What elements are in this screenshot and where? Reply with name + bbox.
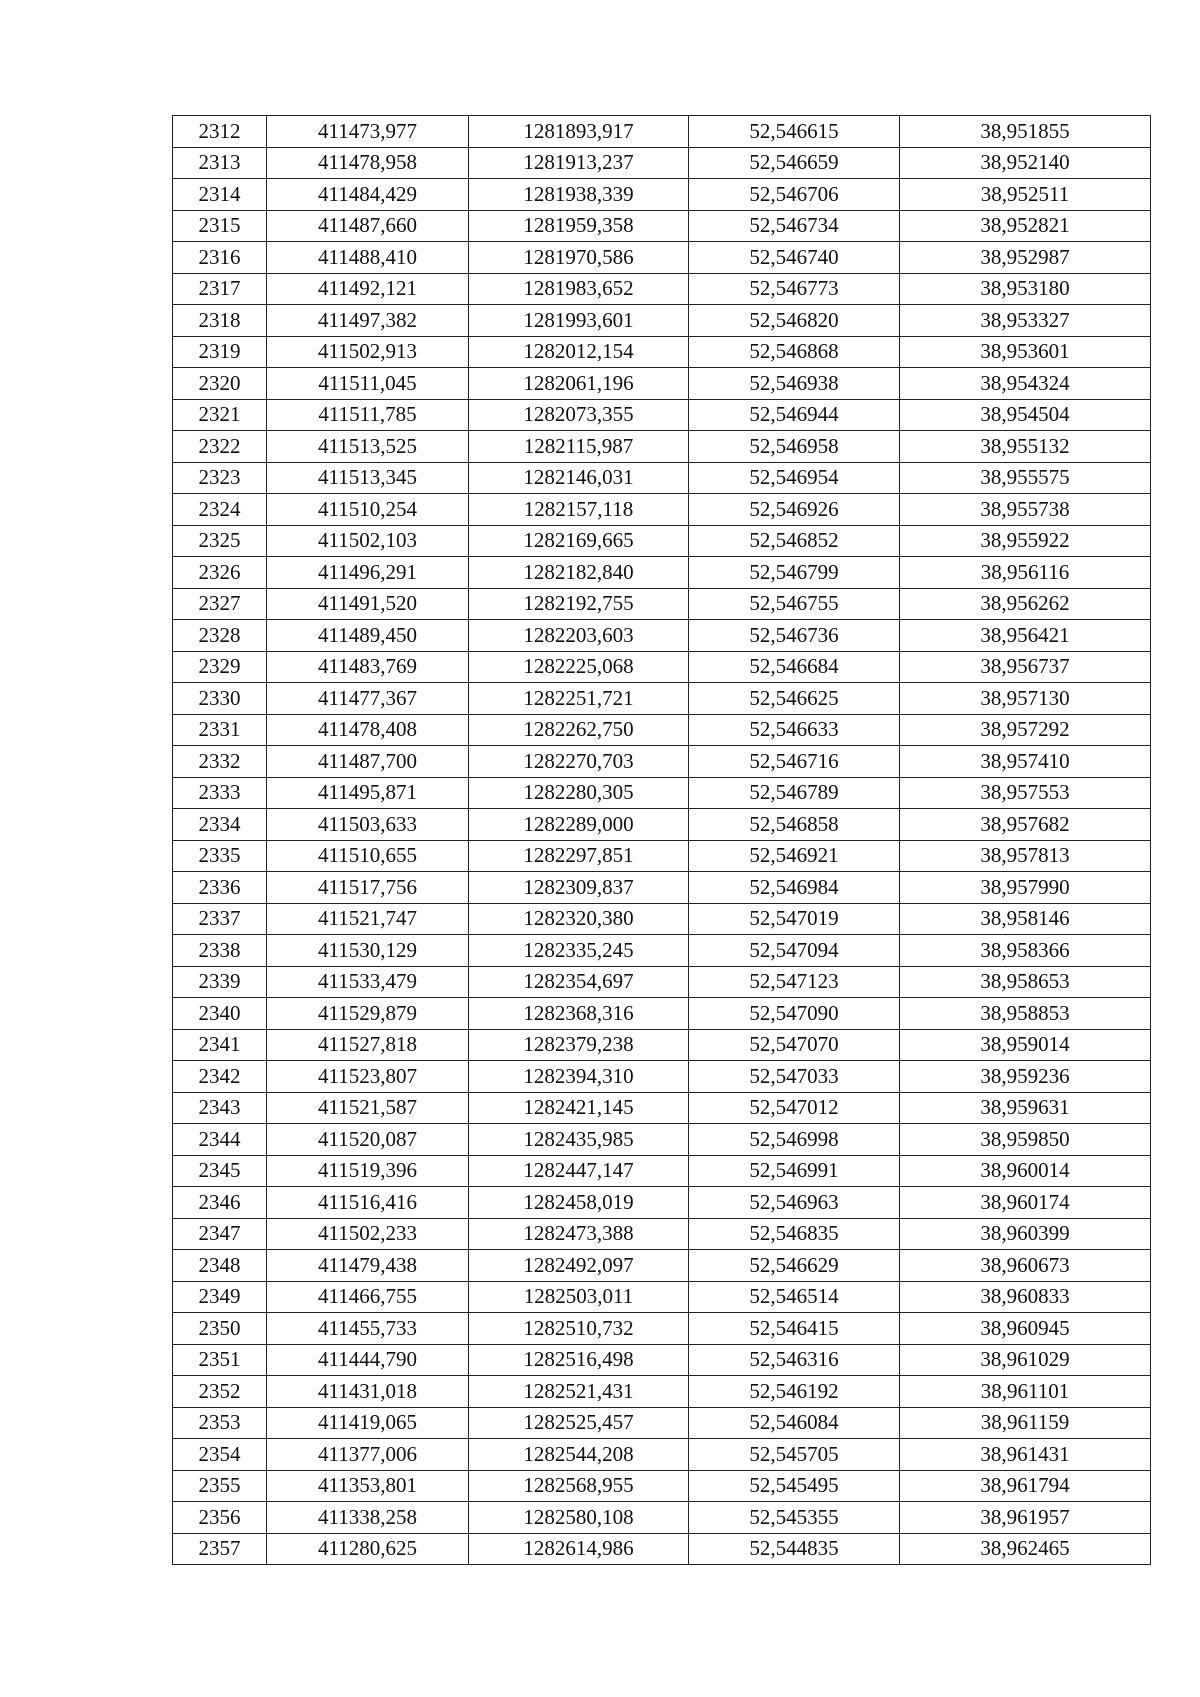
point-number-cell: 2353 xyxy=(173,1407,267,1439)
point-number-cell: 2342 xyxy=(173,1061,267,1093)
point-number-cell: 2318 xyxy=(173,305,267,337)
table-row xyxy=(173,147,1151,179)
longitude-cell: 38,959014 xyxy=(900,1029,1151,1061)
longitude-cell: 38,952140 xyxy=(900,147,1151,179)
x-coordinate-cell: 411487,700 xyxy=(267,746,469,778)
x-coordinate-cell: 411455,733 xyxy=(267,1313,469,1345)
point-number-cell: 2320 xyxy=(173,368,267,400)
table-row xyxy=(173,840,1151,872)
x-coordinate-cell: 411529,879 xyxy=(267,998,469,1030)
x-coordinate-cell: 411484,429 xyxy=(267,179,469,211)
longitude-cell: 38,960174 xyxy=(900,1187,1151,1219)
y-coordinate-cell: 1282568,955 xyxy=(469,1470,689,1502)
point-number-cell: 2327 xyxy=(173,588,267,620)
x-coordinate-cell: 411502,103 xyxy=(267,525,469,557)
y-coordinate-cell: 1282473,388 xyxy=(469,1218,689,1250)
y-coordinate-cell: 1281993,601 xyxy=(469,305,689,337)
latitude-cell: 52,547019 xyxy=(689,903,900,935)
x-coordinate-cell: 411338,258 xyxy=(267,1502,469,1534)
latitude-cell: 52,546984 xyxy=(689,872,900,904)
y-coordinate-cell: 1282270,703 xyxy=(469,746,689,778)
x-coordinate-cell: 411431,018 xyxy=(267,1376,469,1408)
point-number-cell: 2330 xyxy=(173,683,267,715)
table-row xyxy=(173,525,1151,557)
point-number-cell: 2322 xyxy=(173,431,267,463)
table-row xyxy=(173,1250,1151,1282)
point-number-cell: 2349 xyxy=(173,1281,267,1313)
table-row xyxy=(173,1470,1151,1502)
latitude-cell: 52,546514 xyxy=(689,1281,900,1313)
table-row xyxy=(173,746,1151,778)
latitude-cell: 52,546944 xyxy=(689,399,900,431)
y-coordinate-cell: 1282525,457 xyxy=(469,1407,689,1439)
longitude-cell: 38,951855 xyxy=(900,116,1151,148)
x-coordinate-cell: 411513,525 xyxy=(267,431,469,463)
y-coordinate-cell: 1282061,196 xyxy=(469,368,689,400)
table-row xyxy=(173,179,1151,211)
point-number-cell: 2350 xyxy=(173,1313,267,1345)
x-coordinate-cell: 411521,587 xyxy=(267,1092,469,1124)
longitude-cell: 38,956737 xyxy=(900,651,1151,683)
table-row xyxy=(173,1376,1151,1408)
latitude-cell: 52,546755 xyxy=(689,588,900,620)
x-coordinate-cell: 411377,006 xyxy=(267,1439,469,1471)
point-number-cell: 2332 xyxy=(173,746,267,778)
y-coordinate-cell: 1282225,068 xyxy=(469,651,689,683)
point-number-cell: 2338 xyxy=(173,935,267,967)
table-row xyxy=(173,777,1151,809)
table-row xyxy=(173,966,1151,998)
table-row xyxy=(173,399,1151,431)
latitude-cell: 52,546958 xyxy=(689,431,900,463)
table-row xyxy=(173,1281,1151,1313)
longitude-cell: 38,959236 xyxy=(900,1061,1151,1093)
point-number-cell: 2315 xyxy=(173,210,267,242)
latitude-cell: 52,546799 xyxy=(689,557,900,589)
latitude-cell: 52,545705 xyxy=(689,1439,900,1471)
latitude-cell: 52,545355 xyxy=(689,1502,900,1534)
y-coordinate-cell: 1281938,339 xyxy=(469,179,689,211)
longitude-cell: 38,960673 xyxy=(900,1250,1151,1282)
y-coordinate-cell: 1282421,145 xyxy=(469,1092,689,1124)
x-coordinate-cell: 411496,291 xyxy=(267,557,469,589)
y-coordinate-cell: 1282354,697 xyxy=(469,966,689,998)
latitude-cell: 52,546659 xyxy=(689,147,900,179)
x-coordinate-cell: 411497,382 xyxy=(267,305,469,337)
latitude-cell: 52,546684 xyxy=(689,651,900,683)
longitude-cell: 38,958366 xyxy=(900,935,1151,967)
table-row xyxy=(173,714,1151,746)
longitude-cell: 38,958146 xyxy=(900,903,1151,935)
x-coordinate-cell: 411479,438 xyxy=(267,1250,469,1282)
longitude-cell: 38,961957 xyxy=(900,1502,1151,1534)
longitude-cell: 38,957682 xyxy=(900,809,1151,841)
y-coordinate-cell: 1281913,237 xyxy=(469,147,689,179)
latitude-cell: 52,546991 xyxy=(689,1155,900,1187)
latitude-cell: 52,546706 xyxy=(689,179,900,211)
table-row xyxy=(173,809,1151,841)
y-coordinate-cell: 1282280,305 xyxy=(469,777,689,809)
y-coordinate-cell: 1281959,358 xyxy=(469,210,689,242)
point-number-cell: 2354 xyxy=(173,1439,267,1471)
y-coordinate-cell: 1282447,147 xyxy=(469,1155,689,1187)
latitude-cell: 52,546858 xyxy=(689,809,900,841)
y-coordinate-cell: 1282146,031 xyxy=(469,462,689,494)
table-row xyxy=(173,557,1151,589)
x-coordinate-cell: 411473,977 xyxy=(267,116,469,148)
point-number-cell: 2316 xyxy=(173,242,267,274)
y-coordinate-cell: 1282297,851 xyxy=(469,840,689,872)
table-row xyxy=(173,1061,1151,1093)
table-row xyxy=(173,1187,1151,1219)
y-coordinate-cell: 1281893,917 xyxy=(469,116,689,148)
longitude-cell: 38,953180 xyxy=(900,273,1151,305)
x-coordinate-cell: 411478,958 xyxy=(267,147,469,179)
longitude-cell: 38,955738 xyxy=(900,494,1151,526)
table-row xyxy=(173,368,1151,400)
point-number-cell: 2343 xyxy=(173,1092,267,1124)
longitude-cell: 38,960014 xyxy=(900,1155,1151,1187)
table-row xyxy=(173,683,1151,715)
latitude-cell: 52,547094 xyxy=(689,935,900,967)
x-coordinate-cell: 411510,655 xyxy=(267,840,469,872)
table-row xyxy=(173,242,1151,274)
y-coordinate-cell: 1282251,721 xyxy=(469,683,689,715)
x-coordinate-cell: 411488,410 xyxy=(267,242,469,274)
point-number-cell: 2313 xyxy=(173,147,267,179)
longitude-cell: 38,957130 xyxy=(900,683,1151,715)
table-row xyxy=(173,903,1151,935)
y-coordinate-cell: 1282309,837 xyxy=(469,872,689,904)
table-row xyxy=(173,1407,1151,1439)
x-coordinate-cell: 411280,625 xyxy=(267,1533,469,1565)
latitude-cell: 52,546921 xyxy=(689,840,900,872)
latitude-cell: 52,545495 xyxy=(689,1470,900,1502)
point-number-cell: 2352 xyxy=(173,1376,267,1408)
y-coordinate-cell: 1282503,011 xyxy=(469,1281,689,1313)
x-coordinate-cell: 411516,416 xyxy=(267,1187,469,1219)
table-row xyxy=(173,1092,1151,1124)
point-number-cell: 2333 xyxy=(173,777,267,809)
x-coordinate-cell: 411513,345 xyxy=(267,462,469,494)
x-coordinate-cell: 411491,520 xyxy=(267,588,469,620)
longitude-cell: 38,961101 xyxy=(900,1376,1151,1408)
table-row xyxy=(173,116,1151,148)
point-number-cell: 2344 xyxy=(173,1124,267,1156)
longitude-cell: 38,961029 xyxy=(900,1344,1151,1376)
table-row xyxy=(173,1344,1151,1376)
longitude-cell: 38,953327 xyxy=(900,305,1151,337)
table-row xyxy=(173,620,1151,652)
latitude-cell: 52,546736 xyxy=(689,620,900,652)
latitude-cell: 52,546192 xyxy=(689,1376,900,1408)
x-coordinate-cell: 411502,913 xyxy=(267,336,469,368)
y-coordinate-cell: 1282289,000 xyxy=(469,809,689,841)
x-coordinate-cell: 411520,087 xyxy=(267,1124,469,1156)
x-coordinate-cell: 411477,367 xyxy=(267,683,469,715)
latitude-cell: 52,546938 xyxy=(689,368,900,400)
point-number-cell: 2314 xyxy=(173,179,267,211)
longitude-cell: 38,959850 xyxy=(900,1124,1151,1156)
latitude-cell: 52,546633 xyxy=(689,714,900,746)
x-coordinate-cell: 411444,790 xyxy=(267,1344,469,1376)
point-number-cell: 2323 xyxy=(173,462,267,494)
x-coordinate-cell: 411487,660 xyxy=(267,210,469,242)
x-coordinate-cell: 411502,233 xyxy=(267,1218,469,1250)
x-coordinate-cell: 411483,769 xyxy=(267,651,469,683)
y-coordinate-cell: 1282516,498 xyxy=(469,1344,689,1376)
y-coordinate-cell: 1282379,238 xyxy=(469,1029,689,1061)
longitude-cell: 38,954504 xyxy=(900,399,1151,431)
y-coordinate-cell: 1282203,603 xyxy=(469,620,689,652)
x-coordinate-cell: 411530,129 xyxy=(267,935,469,967)
y-coordinate-cell: 1282544,208 xyxy=(469,1439,689,1471)
point-number-cell: 2334 xyxy=(173,809,267,841)
table-row xyxy=(173,273,1151,305)
point-number-cell: 2325 xyxy=(173,525,267,557)
y-coordinate-cell: 1281970,586 xyxy=(469,242,689,274)
longitude-cell: 38,956262 xyxy=(900,588,1151,620)
longitude-cell: 38,955922 xyxy=(900,525,1151,557)
point-number-cell: 2335 xyxy=(173,840,267,872)
table-row xyxy=(173,462,1151,494)
y-coordinate-cell: 1282012,154 xyxy=(469,336,689,368)
point-number-cell: 2351 xyxy=(173,1344,267,1376)
latitude-cell: 52,547090 xyxy=(689,998,900,1030)
longitude-cell: 38,952511 xyxy=(900,179,1151,211)
longitude-cell: 38,956116 xyxy=(900,557,1151,589)
longitude-cell: 38,961794 xyxy=(900,1470,1151,1502)
latitude-cell: 52,546963 xyxy=(689,1187,900,1219)
table-row xyxy=(173,305,1151,337)
table-row xyxy=(173,872,1151,904)
point-number-cell: 2328 xyxy=(173,620,267,652)
table-row xyxy=(173,1502,1151,1534)
latitude-cell: 52,547033 xyxy=(689,1061,900,1093)
latitude-cell: 52,546835 xyxy=(689,1218,900,1250)
y-coordinate-cell: 1282169,665 xyxy=(469,525,689,557)
point-number-cell: 2339 xyxy=(173,966,267,998)
latitude-cell: 52,544835 xyxy=(689,1533,900,1565)
point-number-cell: 2336 xyxy=(173,872,267,904)
y-coordinate-cell: 1282458,019 xyxy=(469,1187,689,1219)
latitude-cell: 52,547070 xyxy=(689,1029,900,1061)
x-coordinate-cell: 411353,801 xyxy=(267,1470,469,1502)
latitude-cell: 52,546716 xyxy=(689,746,900,778)
y-coordinate-cell: 1282182,840 xyxy=(469,557,689,589)
x-coordinate-cell: 411521,747 xyxy=(267,903,469,935)
latitude-cell: 52,546954 xyxy=(689,462,900,494)
latitude-cell: 52,546734 xyxy=(689,210,900,242)
point-number-cell: 2347 xyxy=(173,1218,267,1250)
longitude-cell: 38,961431 xyxy=(900,1439,1151,1471)
table-row xyxy=(173,1313,1151,1345)
longitude-cell: 38,960945 xyxy=(900,1313,1151,1345)
x-coordinate-cell: 411478,408 xyxy=(267,714,469,746)
table-row xyxy=(173,210,1151,242)
latitude-cell: 52,546415 xyxy=(689,1313,900,1345)
longitude-cell: 38,952987 xyxy=(900,242,1151,274)
y-coordinate-cell: 1282614,986 xyxy=(469,1533,689,1565)
latitude-cell: 52,546852 xyxy=(689,525,900,557)
y-coordinate-cell: 1282157,118 xyxy=(469,494,689,526)
y-coordinate-cell: 1282262,750 xyxy=(469,714,689,746)
point-number-cell: 2317 xyxy=(173,273,267,305)
longitude-cell: 38,958653 xyxy=(900,966,1151,998)
longitude-cell: 38,962465 xyxy=(900,1533,1151,1565)
y-coordinate-cell: 1282192,755 xyxy=(469,588,689,620)
x-coordinate-cell: 411492,121 xyxy=(267,273,469,305)
x-coordinate-cell: 411517,756 xyxy=(267,872,469,904)
point-number-cell: 2321 xyxy=(173,399,267,431)
x-coordinate-cell: 411511,785 xyxy=(267,399,469,431)
point-number-cell: 2312 xyxy=(173,116,267,148)
table-row xyxy=(173,1533,1151,1565)
point-number-cell: 2329 xyxy=(173,651,267,683)
point-number-cell: 2355 xyxy=(173,1470,267,1502)
x-coordinate-cell: 411523,807 xyxy=(267,1061,469,1093)
table-row xyxy=(173,935,1151,967)
longitude-cell: 38,959631 xyxy=(900,1092,1151,1124)
latitude-cell: 52,546868 xyxy=(689,336,900,368)
latitude-cell: 52,546773 xyxy=(689,273,900,305)
latitude-cell: 52,546820 xyxy=(689,305,900,337)
longitude-cell: 38,956421 xyxy=(900,620,1151,652)
point-number-cell: 2340 xyxy=(173,998,267,1030)
latitude-cell: 52,547123 xyxy=(689,966,900,998)
y-coordinate-cell: 1282492,097 xyxy=(469,1250,689,1282)
coordinates-table xyxy=(172,115,1151,1565)
longitude-cell: 38,960833 xyxy=(900,1281,1151,1313)
longitude-cell: 38,957292 xyxy=(900,714,1151,746)
table-row xyxy=(173,1439,1151,1471)
y-coordinate-cell: 1282435,985 xyxy=(469,1124,689,1156)
longitude-cell: 38,957553 xyxy=(900,777,1151,809)
y-coordinate-cell: 1282320,380 xyxy=(469,903,689,935)
table-row xyxy=(173,998,1151,1030)
y-coordinate-cell: 1282073,355 xyxy=(469,399,689,431)
longitude-cell: 38,952821 xyxy=(900,210,1151,242)
table-row xyxy=(173,1218,1151,1250)
latitude-cell: 52,546084 xyxy=(689,1407,900,1439)
y-coordinate-cell: 1281983,652 xyxy=(469,273,689,305)
table-row xyxy=(173,1029,1151,1061)
coordinates-table-body xyxy=(173,116,1151,1565)
y-coordinate-cell: 1282335,245 xyxy=(469,935,689,967)
x-coordinate-cell: 411495,871 xyxy=(267,777,469,809)
x-coordinate-cell: 411419,065 xyxy=(267,1407,469,1439)
point-number-cell: 2326 xyxy=(173,557,267,589)
table-row xyxy=(173,1155,1151,1187)
point-number-cell: 2324 xyxy=(173,494,267,526)
longitude-cell: 38,958853 xyxy=(900,998,1151,1030)
latitude-cell: 52,546629 xyxy=(689,1250,900,1282)
y-coordinate-cell: 1282510,732 xyxy=(469,1313,689,1345)
longitude-cell: 38,957813 xyxy=(900,840,1151,872)
point-number-cell: 2341 xyxy=(173,1029,267,1061)
table-row xyxy=(173,494,1151,526)
point-number-cell: 2346 xyxy=(173,1187,267,1219)
x-coordinate-cell: 411503,633 xyxy=(267,809,469,841)
latitude-cell: 52,546789 xyxy=(689,777,900,809)
longitude-cell: 38,955132 xyxy=(900,431,1151,463)
point-number-cell: 2348 xyxy=(173,1250,267,1282)
point-number-cell: 2319 xyxy=(173,336,267,368)
latitude-cell: 52,546615 xyxy=(689,116,900,148)
longitude-cell: 38,953601 xyxy=(900,336,1151,368)
point-number-cell: 2331 xyxy=(173,714,267,746)
latitude-cell: 52,546740 xyxy=(689,242,900,274)
longitude-cell: 38,957990 xyxy=(900,872,1151,904)
point-number-cell: 2337 xyxy=(173,903,267,935)
y-coordinate-cell: 1282115,987 xyxy=(469,431,689,463)
x-coordinate-cell: 411533,479 xyxy=(267,966,469,998)
y-coordinate-cell: 1282580,108 xyxy=(469,1502,689,1534)
x-coordinate-cell: 411511,045 xyxy=(267,368,469,400)
x-coordinate-cell: 411527,818 xyxy=(267,1029,469,1061)
latitude-cell: 52,546316 xyxy=(689,1344,900,1376)
longitude-cell: 38,960399 xyxy=(900,1218,1151,1250)
table-row xyxy=(173,336,1151,368)
x-coordinate-cell: 411519,396 xyxy=(267,1155,469,1187)
x-coordinate-cell: 411510,254 xyxy=(267,494,469,526)
point-number-cell: 2356 xyxy=(173,1502,267,1534)
y-coordinate-cell: 1282394,310 xyxy=(469,1061,689,1093)
point-number-cell: 2345 xyxy=(173,1155,267,1187)
x-coordinate-cell: 411489,450 xyxy=(267,620,469,652)
table-row xyxy=(173,651,1151,683)
latitude-cell: 52,546625 xyxy=(689,683,900,715)
point-number-cell: 2357 xyxy=(173,1533,267,1565)
longitude-cell: 38,961159 xyxy=(900,1407,1151,1439)
table-row xyxy=(173,588,1151,620)
table-row xyxy=(173,1124,1151,1156)
x-coordinate-cell: 411466,755 xyxy=(267,1281,469,1313)
table-row xyxy=(173,431,1151,463)
longitude-cell: 38,957410 xyxy=(900,746,1151,778)
longitude-cell: 38,955575 xyxy=(900,462,1151,494)
longitude-cell: 38,954324 xyxy=(900,368,1151,400)
latitude-cell: 52,546926 xyxy=(689,494,900,526)
y-coordinate-cell: 1282521,431 xyxy=(469,1376,689,1408)
latitude-cell: 52,547012 xyxy=(689,1092,900,1124)
latitude-cell: 52,546998 xyxy=(689,1124,900,1156)
y-coordinate-cell: 1282368,316 xyxy=(469,998,689,1030)
